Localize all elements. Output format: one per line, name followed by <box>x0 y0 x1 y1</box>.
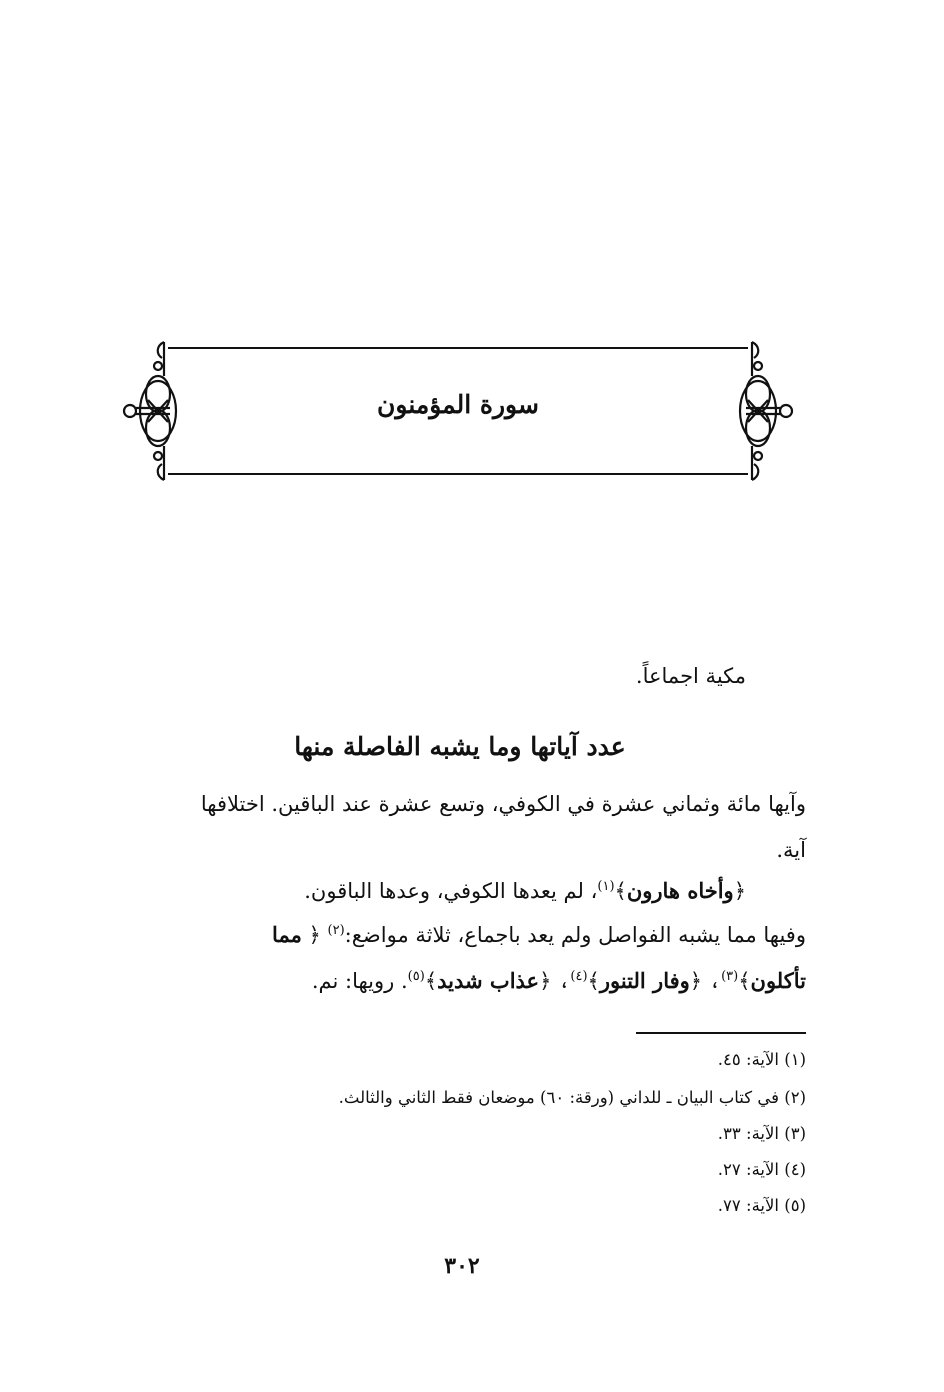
quran-quote: وفار التنور <box>599 968 690 993</box>
quote-bracket-open: ﴿ <box>308 923 321 947</box>
footnote-ref: (٥) <box>407 969 425 984</box>
separator: ، <box>551 969 571 993</box>
verse-count-paragraph-line-1: وآيها مائة وثماني عشرة في الكوفي، وتسع عشرة عند الباقين. اختلافها <box>200 792 806 816</box>
quran-quote: مما <box>272 922 302 947</box>
paragraph-text: ، لم يعدها الكوفي، وعدها الباقون. <box>304 879 598 903</box>
similar-endings-paragraph-line-1 <box>272 922 806 948</box>
paragraph-text: وفيها مما يشبه الفواصل ولم يعد باجماع، ثلاثة مواضع: <box>344 923 806 947</box>
quote-bracket-open: ﴿ <box>733 879 746 903</box>
quran-quote: تأكلون <box>750 968 806 993</box>
quote-bracket-close: ﴾ <box>614 879 627 903</box>
footnote-3: (٣) الآية: ٣٣. <box>717 1124 806 1143</box>
footnote-ref: (٣) <box>721 969 739 984</box>
footnote-ref: (٢) <box>327 923 345 938</box>
makki-note: مكية اجماعاً. <box>635 664 746 688</box>
footnote-5: (٥) الآية: ٧٧. <box>717 1196 806 1215</box>
section-heading: عدد آياتها وما يشبه الفاصلة منها <box>294 732 626 761</box>
page-number: ٣٠٢ <box>444 1253 480 1279</box>
quote-bracket-open: ﴿ <box>539 969 552 993</box>
surah-title: سورة المؤمنون <box>377 390 539 419</box>
similar-endings-paragraph-line-2 <box>312 968 806 994</box>
footnote-1: (١) الآية: ٤٥. <box>717 1050 806 1069</box>
quote-bracket-close: ﴾ <box>587 969 600 993</box>
footnote-divider <box>636 1032 806 1034</box>
quran-quote: عذاب شديد <box>437 968 540 993</box>
quote-bracket-close: ﴾ <box>424 969 438 993</box>
separator: ، <box>702 969 722 993</box>
quote-bracket-open: ﴿ <box>689 969 703 993</box>
quran-quote: وأخاه هارون <box>626 878 734 903</box>
verse-count-paragraph-line-2: آية. <box>776 838 806 862</box>
quote-bracket-close: ﴾ <box>738 969 751 993</box>
paragraph-text: . رويها: نم. <box>311 969 408 993</box>
footnote-4: (٤) الآية: ٢٧. <box>717 1160 806 1179</box>
footnote-ref: (١) <box>597 879 615 894</box>
disputed-verse-paragraph <box>304 878 746 904</box>
footnote-2: (٢) في كتاب البيان ـ للداني (ورقة: ٦٠) موضعان فقط الثاني والثالث. <box>338 1088 806 1107</box>
footnote-ref: (٤) <box>570 969 588 984</box>
